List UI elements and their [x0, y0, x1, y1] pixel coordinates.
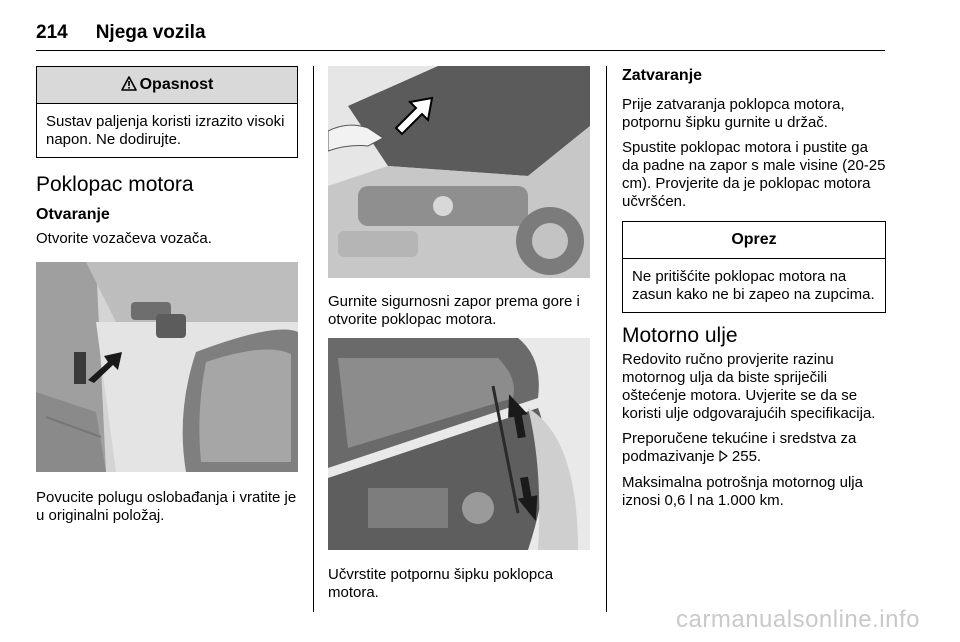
closing-paragraph-1: Prije zatvaranja poklopca motora, potpornu šipku gurnite u držač.	[622, 96, 845, 131]
section-title-engine-oil: Motorno ulje	[622, 324, 738, 347]
caption-hood-latch: Gurnite sigurnosni zapor prema gore i otvorite poklopac motora.	[328, 293, 580, 328]
engine-oil-paragraph-1: Redovito ručno provjerite razinu motornog ulja da biste spriječili oštećenje motora. Uvjerite se da se koristi ulje odgovarajućih specifikacija.	[622, 351, 876, 422]
warning-box-header	[37, 67, 297, 104]
engine-oil-paragraph-2	[622, 430, 886, 467]
illustration-support-rod	[328, 338, 590, 550]
page-reference-link[interactable]: 255.	[731, 448, 762, 465]
engine-oil-paragraph-2-text: Preporučene tekućine i sredstva za podmazivanje	[622, 430, 857, 465]
column-divider-1	[313, 66, 314, 612]
warning-text: Sustav paljenja koristi izrazito visoki napon. Ne dodirujte.	[46, 113, 285, 148]
column-divider-2	[606, 66, 607, 612]
page-reference-arrow-icon	[719, 449, 728, 467]
caution-box	[622, 221, 886, 313]
page-number: 214	[36, 22, 68, 43]
caution-text: Ne pritišćite poklopac motora na zasun kako ne bi zapeo na zupcima.	[632, 268, 875, 303]
section-title-hood: Poklopac motora	[36, 173, 194, 196]
subsection-title-closing: Zatvaranje	[622, 67, 703, 84]
page-header	[36, 22, 206, 44]
opening-intro: Otvorite vozačeva vozača.	[36, 230, 212, 247]
caption-support-rod: Učvrstite potpornu šipku poklopca motora.	[328, 566, 554, 601]
warning-triangle-icon	[121, 69, 137, 105]
caution-title: Oprez	[623, 222, 885, 259]
column-1	[36, 66, 298, 255]
column-1-caption-block	[36, 489, 298, 532]
closing-paragraph-2: Spustite poklopac motora i pustite ga da padne na zapor s male visine (20-25 cm). Provjerite da je poklopac motora učvršćen.	[622, 139, 886, 210]
warning-title: Opasnost	[139, 76, 214, 93]
subsection-title-opening: Otvaranje	[36, 206, 110, 223]
column-2-caption-2-block	[328, 566, 590, 609]
column-2-caption-1-block	[328, 293, 594, 336]
illustration-release-lever	[36, 262, 298, 472]
engine-oil-paragraph-3: Maksimalna potrošnja motornog ulja iznosi 0,6 l na 1.000 km.	[622, 474, 863, 509]
header-divider	[36, 50, 885, 51]
caption-release-lever: Povucite polugu oslobađanja i vratite je u originalni položaj.	[36, 489, 297, 524]
page-title: Njega vozila	[95, 22, 206, 43]
watermark: carmanualsonline.info	[676, 606, 920, 633]
illustration-hood-latch	[328, 66, 590, 278]
warning-box	[36, 66, 298, 158]
column-3	[622, 66, 886, 517]
